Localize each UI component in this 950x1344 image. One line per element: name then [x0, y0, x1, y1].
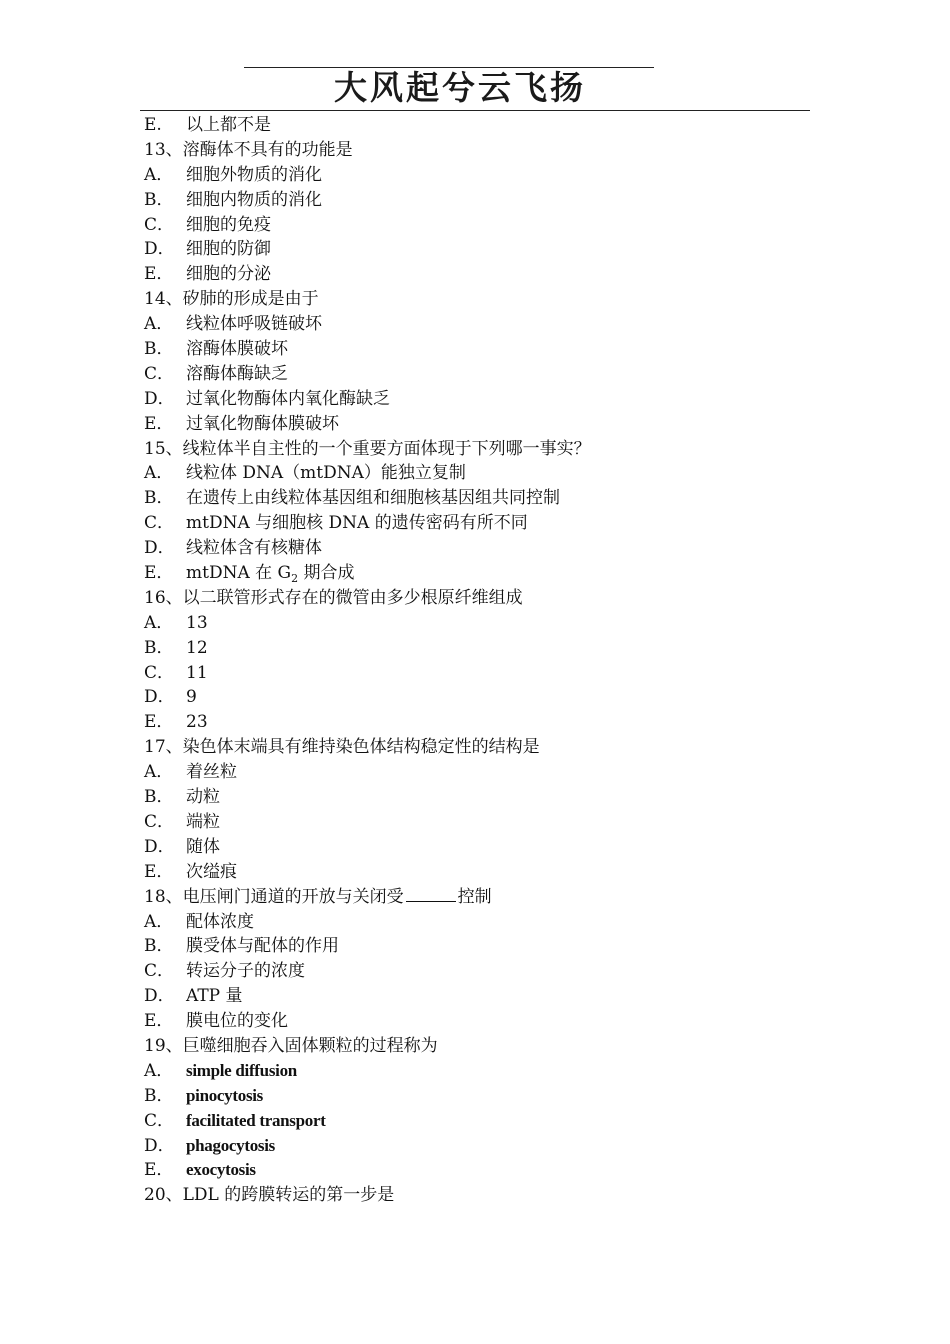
option-c: C． 溶酶体酶缺乏: [144, 363, 288, 384]
option-a: A． 13: [144, 612, 208, 633]
option-e: E． 过氧化物酶体膜破坏: [144, 413, 339, 434]
option-b: B． 膜受体与配体的作用: [144, 936, 339, 957]
option-e: E. 以上都不是: [144, 115, 271, 135]
option-c: C． mtDNA 与细胞核 DNA 的遗传密码有所不同: [144, 513, 528, 534]
option-d: D． 9: [144, 687, 197, 708]
option-d: D． 线粒体含有核糖体: [144, 538, 322, 559]
option-c: C． 11: [144, 662, 208, 683]
option-e: E． 23: [144, 712, 208, 733]
option-a: A． 线粒体呼吸链破坏: [144, 314, 322, 335]
answer-blank: [406, 887, 456, 902]
question-18-stem: [144, 885, 844, 910]
header-title: 大风起兮云飞扬: [334, 68, 586, 107]
option-b: B． 细胞内物质的消化: [144, 189, 322, 210]
option-b: B． 在遗传上由线粒体基因组和细胞核基因组共同控制: [144, 488, 560, 509]
option-c: C． 转运分子的浓度: [144, 961, 305, 982]
header-bottom-rule: [140, 110, 810, 111]
question-20-stem: 20、LDL 的跨膜转运的第一步是: [144, 1185, 395, 1206]
option-text-pre: mtDNA 在 G: [186, 563, 292, 584]
question-13-stem: 13、溶酶体不具有的功能是: [144, 139, 353, 160]
option-e: E． mtDNA 在 $G_2$ 期合成: [144, 563, 355, 586]
option-a: A． 线粒体 DNA（mtDNA）能独立复制: [144, 463, 466, 484]
question-19-stem: 19、巨噬细胞吞入固体颗粒的过程称为: [144, 1035, 438, 1056]
option-d: D． 过氧化物酶体内氧化酶缺乏: [144, 388, 390, 409]
question-15-stem: 15、线粒体半自主性的一个重要方面体现于下列哪一事实？: [144, 438, 591, 459]
option-b: B． 动粒: [144, 787, 220, 808]
option-a: A． 配体浓度: [144, 911, 254, 932]
question-16-stem: 16、以二联管形式存在的微管由多少根原纤维组成: [144, 587, 523, 608]
question-17-stem: 17、染色体末端具有维持染色体结构稳定性的结构是: [144, 737, 540, 758]
option-text-post: 期合成: [298, 563, 355, 584]
option-b: B． 溶酶体膜破坏: [144, 339, 288, 360]
option-b: B． 12: [144, 637, 208, 658]
option-a: A． 着丝粒: [144, 762, 237, 783]
option-d: D． 细胞的防御: [144, 239, 271, 260]
option-a: A． 细胞外物质的消化: [144, 164, 322, 185]
option-e: E． exocytosis: [144, 1160, 256, 1181]
option-c: C． 端粒: [144, 811, 220, 832]
option-d: D． ATP 量: [144, 986, 243, 1007]
option-c: C． 细胞的免疫: [144, 214, 271, 235]
stem-text-pre: 18、电压闸门通道的开放与关闭受: [144, 886, 404, 907]
subscript: 2: [291, 572, 299, 586]
option-d: D． 随体: [144, 836, 220, 857]
question-14-stem: 14、矽肺的形成是由于: [144, 289, 319, 310]
option-c: C． facilitated transport: [144, 1110, 326, 1131]
question-list: [144, 113, 844, 1208]
option-e: E． 细胞的分泌: [144, 264, 271, 285]
option-a: A． simple diffusion: [144, 1060, 297, 1081]
option-e: E． 膜电位的变化: [144, 1011, 288, 1032]
option-e: E． 次缢痕: [144, 861, 237, 882]
stem-text-post: 控制: [457, 886, 492, 907]
option-b: B． pinocytosis: [144, 1085, 263, 1106]
option-d: D． phagocytosis: [144, 1135, 275, 1156]
